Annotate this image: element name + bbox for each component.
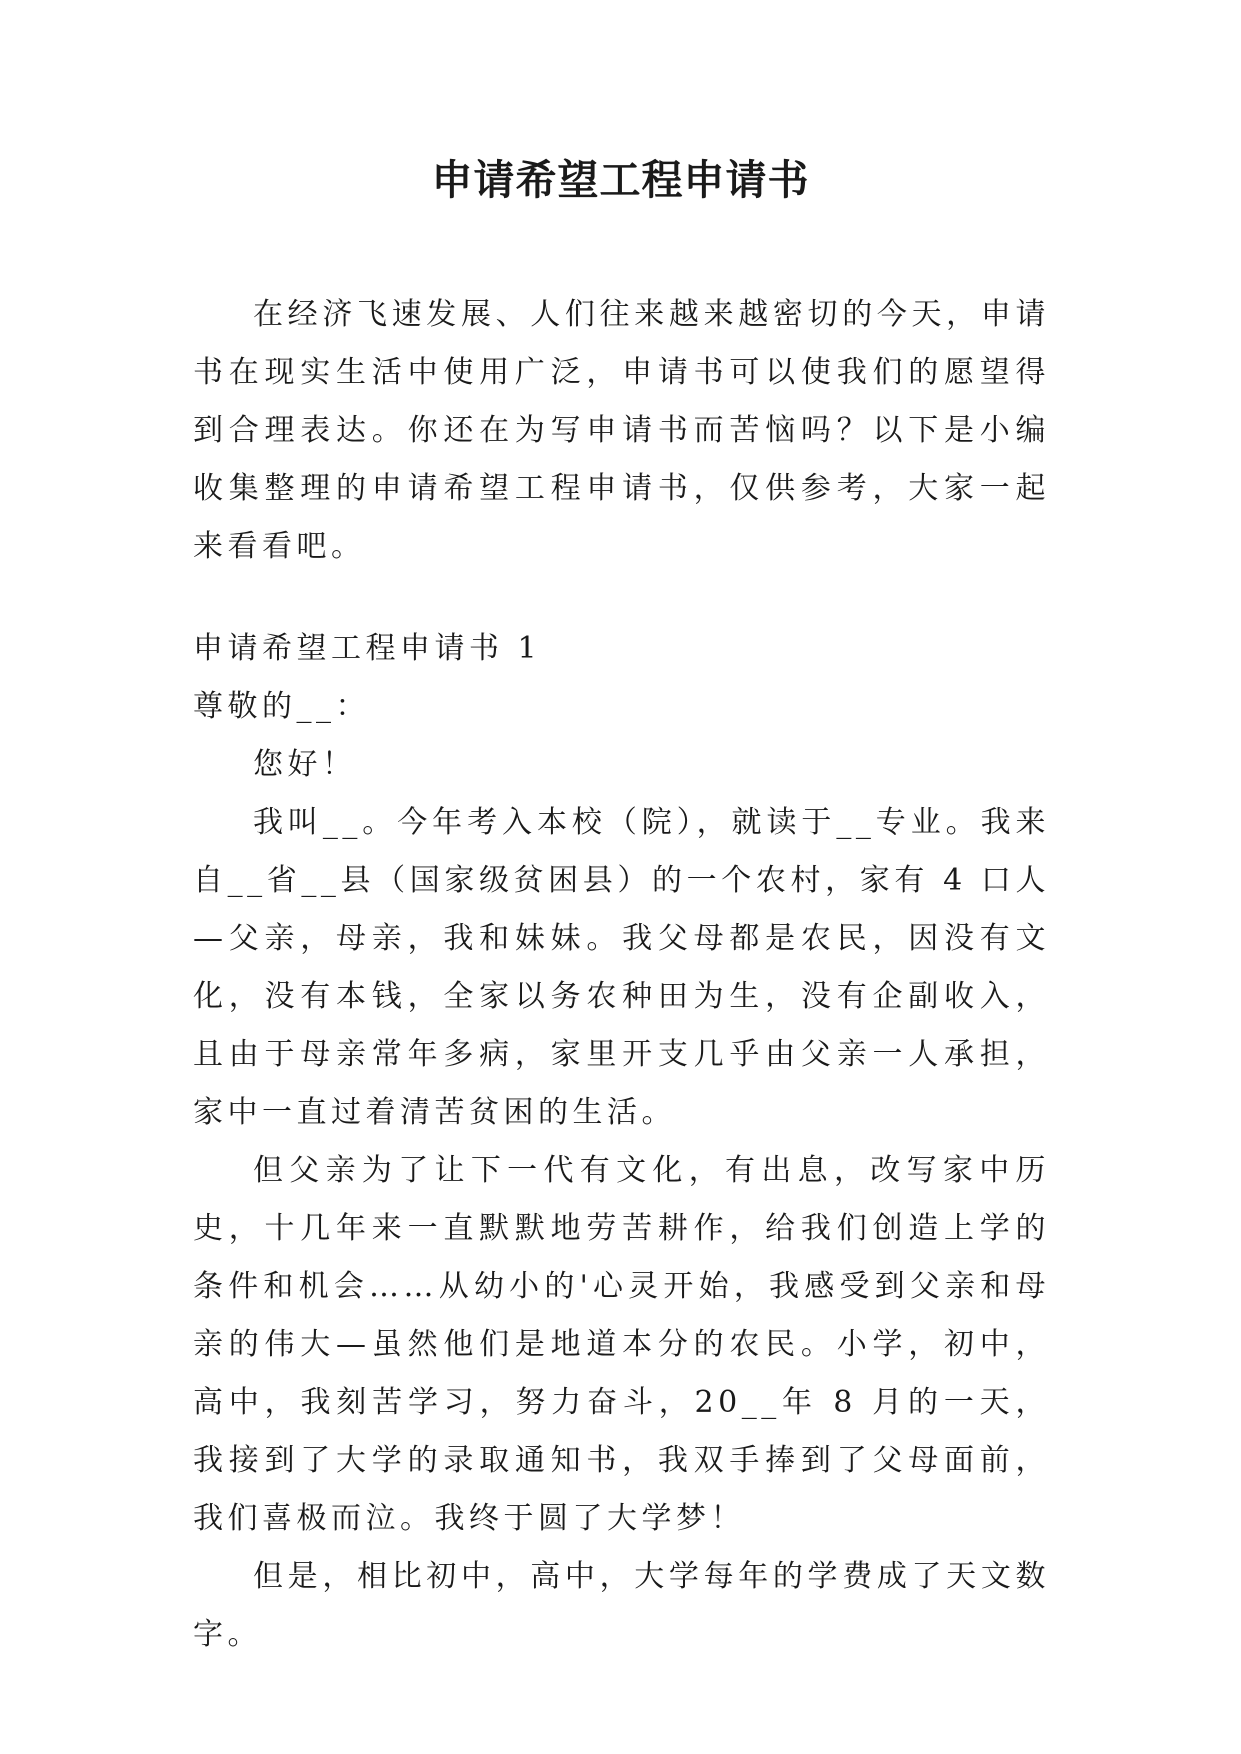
document-body <box>193 286 1050 1664</box>
body-paragraph: 我叫__。今年考入本校（院），就读于__专业。我来自__省__县（国家级贫困县）的一个农村，家有 4 口人—父亲，母亲，我和妹妹。我父母都是农民，因没有文化，没有本钱，全家以务农种田为生，没有企副收入，且由于母亲常年多病，家里开支几乎由父亲一人承担，家中一直过着清苦贫困的生活。 <box>193 805 1050 1130</box>
greeting: 您好！ <box>253 747 357 782</box>
intro-paragraph: 在经济飞速发展、人们往来越来越密切的今天，申请书在现实生活中使用广泛，申请书可以使我们的愿望得到合理表达。你还在为写申请书而苦恼吗？以下是小编收集整理的申请希望工程申请书，仅供参考，大家一起来看看吧。 <box>193 297 1050 564</box>
body-paragraph: 但父亲为了让下一代有文化，有出息，改写家中历史，十几年来一直默默地劳苦耕作，给我们创造上学的条件和机会……从幼小的'心灵开始，我感受到父亲和母亲的伟大—虽然他们是地道本分的农民。小学，初中，高中，我刻苦学习，努力奋斗，20__年 8 月的一天，我接到了大学的录取通知书，我双手捧到了父母面前，我们喜极而泣。我终于圆了大学梦！ <box>193 1153 1050 1536</box>
body-paragraph: 但是，相比初中，高中，大学每年的学费成了天文数字。 <box>193 1559 1050 1652</box>
section-heading: 申请希望工程申请书 1 <box>193 631 542 666</box>
document-title: 申请希望工程申请书 <box>431 156 810 204</box>
salutation: 尊敬的__： <box>193 689 370 724</box>
